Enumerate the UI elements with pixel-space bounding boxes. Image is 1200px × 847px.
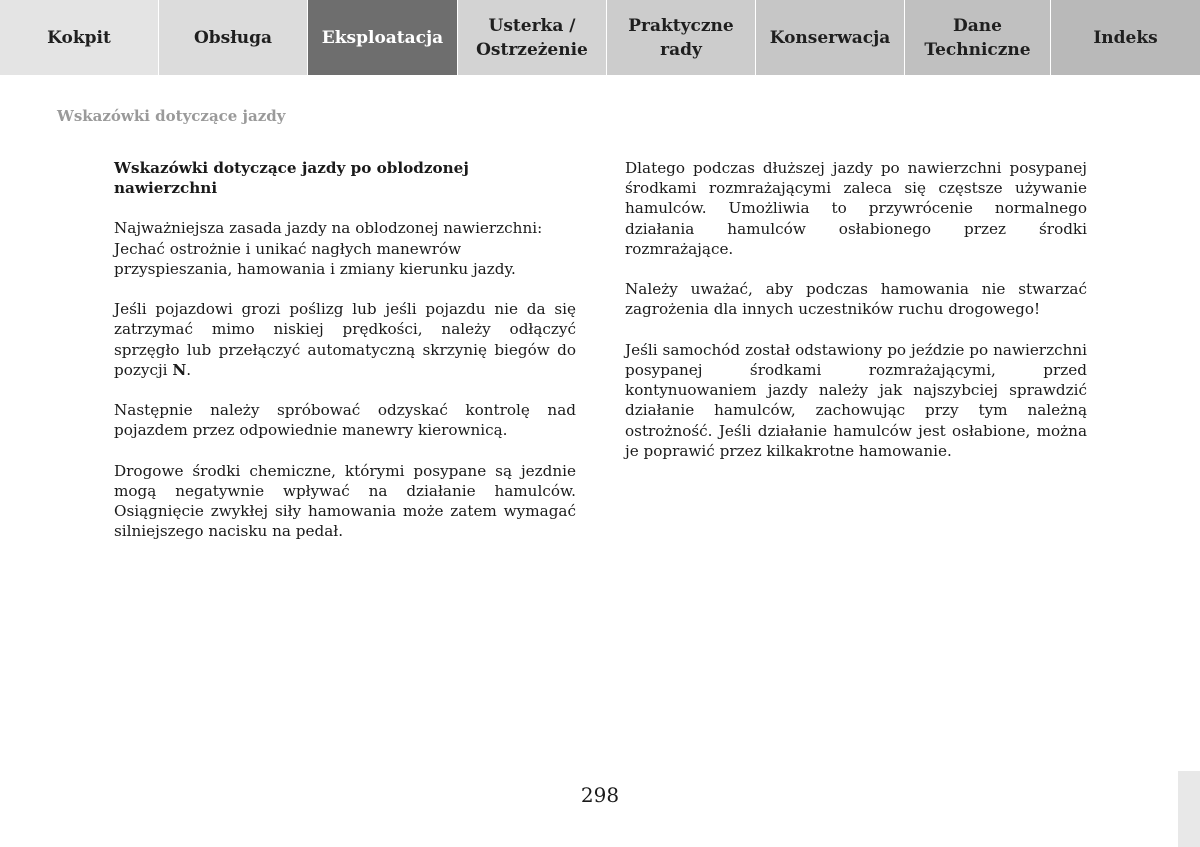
tab-kokpit[interactable]	[0, 0, 159, 75]
paragraph-main-rule-body: Jechać ostrożnie i unikać nagłych manewrów przyspieszania, hamowania i zmiany kierunku jazdy.	[114, 239, 516, 278]
tab-label: Konserwacja	[769, 27, 891, 48]
tab-label-line1: Praktyczne	[628, 15, 734, 36]
gear-position-n: N	[172, 360, 187, 379]
tab-obsluga[interactable]	[159, 0, 308, 75]
paragraph-main-rule	[114, 218, 576, 279]
paragraph-skid	[114, 299, 576, 380]
tab-praktyczne-rady[interactable]	[607, 0, 756, 75]
tab-dane-techniczne[interactable]	[905, 0, 1051, 75]
paragraph-main-rule-intro: Najważniejsza zasada jazdy na oblodzonej nawierzchni:	[114, 219, 543, 238]
tab-label-line1: Dane	[953, 15, 1002, 36]
section-heading: Wskazówki dotyczące jazdy po oblodzonej nawierzchni	[114, 159, 469, 198]
tab-label: Kokpit	[47, 27, 111, 48]
paragraph-warning: Należy uważać, aby podczas hamowania nie stwarzać zagrożenia dla innych uczestników ruchu drogowego!	[625, 280, 1087, 319]
tab-indeks[interactable]	[1051, 0, 1200, 75]
tab-eksploatacja[interactable]	[308, 0, 458, 75]
tab-label: Eksploatacja	[321, 27, 444, 48]
tab-label-line1: Usterka /	[488, 15, 576, 36]
page-edge-marker	[1178, 771, 1200, 847]
tab-label-line2: rady	[660, 39, 702, 60]
paragraph-parked-vehicle: Jeśli samochód został odstawiony po jeździe po nawierzchni posypanej środkami rozmrażającymi, przed kontynuowaniem jazdy należy jak najszybciej sprawdzić działanie hamulców, zachowując przy tym należną ostrożność. Jeśli działanie hamulców jest osłabione, można je poprawić przez kilkakrotne hamowanie.	[625, 340, 1087, 460]
tab-label: Obsługa	[193, 27, 273, 48]
paragraph-brake-use: Dlatego podczas dłuższej jazdy po nawierzchni posypanej środkami rozmrażającymi zaleca się częstsze używanie hamulców. Umożliwia to przywrócenie normalnego działania hamulców osłabionego przez środki rozmrażające.	[625, 159, 1087, 258]
page-number: 298	[580, 783, 620, 807]
tab-label: Indeks	[1093, 27, 1158, 48]
tab-konserwacja[interactable]	[756, 0, 905, 75]
section-header: Wskazówki dotyczące jazdy	[57, 107, 286, 125]
tab-label-line2: Ostrzeżenie	[476, 39, 588, 60]
paragraph-road-chemicals: Drogowe środki chemiczne, którymi posypane są jezdnie mogą negatywnie wpływać na działanie hamulców. Osiągnięcie zwykłej siły hamowania może zatem wymagać silniejszego nacisku na pedał.	[114, 461, 576, 541]
paragraph-regain-control: Następnie należy spróbować odzyskać kontrolę nad pojazdem przez odpowiednie manewry kierownicą.	[114, 401, 576, 440]
chapter-tabs	[0, 0, 1200, 75]
right-column	[625, 158, 1087, 481]
paragraph-skid-text: Jeśli pojazdowi grozi poślizg lub jeśli pojazdu nie da się zatrzymać mimo niskiej prędkości, należy odłączyć sprzęgło lub przełączyć automatyczną skrzynię biegów do pozycji	[114, 300, 576, 379]
tab-label-line2: Techniczne	[924, 39, 1031, 60]
paragraph-skid-end: .	[186, 360, 192, 379]
tab-usterka-ostrzezenie[interactable]	[458, 0, 607, 75]
left-column	[114, 158, 576, 562]
